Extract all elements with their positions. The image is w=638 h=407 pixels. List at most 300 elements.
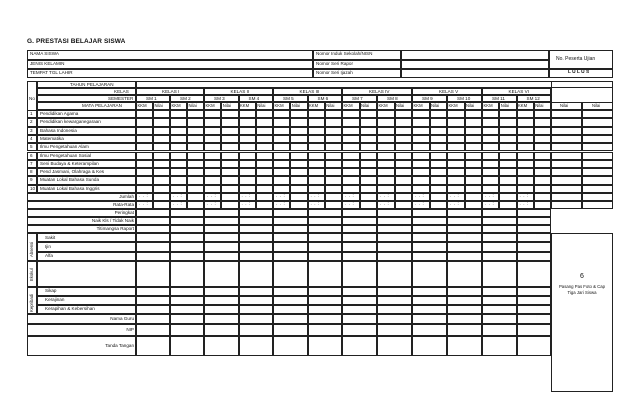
grade-cell[interactable]	[412, 110, 430, 118]
grade-cell[interactable]	[499, 176, 516, 184]
grade-cell[interactable]	[221, 160, 238, 168]
grade-cell[interactable]	[360, 110, 378, 118]
absensi-cell[interactable]	[239, 252, 274, 261]
grade-cell[interactable]	[395, 152, 413, 160]
grade-cell[interactable]	[482, 127, 499, 135]
kepribadian-cell[interactable]	[482, 296, 517, 305]
grade-cell[interactable]	[187, 135, 204, 143]
grade-cell[interactable]	[342, 118, 360, 126]
titimangsa-cell[interactable]	[170, 225, 204, 233]
lulus-grade-cell[interactable]	[551, 127, 582, 135]
grade-cell[interactable]	[412, 118, 430, 126]
grade-cell[interactable]	[377, 168, 395, 176]
nama-guru-cell[interactable]	[136, 314, 170, 324]
kepribadian-cell[interactable]	[308, 287, 343, 296]
grade-cell[interactable]	[534, 168, 551, 176]
rata_rata-lulus-cell[interactable]	[582, 201, 613, 209]
grade-cell[interactable]	[395, 185, 413, 193]
grade-cell[interactable]	[290, 152, 307, 160]
jumlah-cell[interactable]	[187, 193, 204, 201]
grade-cell[interactable]	[430, 176, 448, 184]
grade-cell[interactable]	[187, 110, 204, 118]
grade-cell[interactable]	[273, 135, 290, 143]
grade-cell[interactable]	[308, 135, 325, 143]
titimangsa-cell[interactable]	[412, 225, 447, 233]
nip-cell[interactable]	[273, 324, 308, 336]
kepribadian-cell[interactable]	[204, 296, 239, 305]
grade-cell[interactable]	[170, 143, 187, 151]
grade-cell[interactable]	[430, 168, 448, 176]
grade-cell[interactable]	[342, 160, 360, 168]
grade-cell[interactable]	[499, 127, 516, 135]
grade-cell[interactable]	[412, 160, 430, 168]
grade-cell[interactable]	[395, 160, 413, 168]
naik-kelas-cell[interactable]	[377, 217, 412, 225]
kepribadian-cell[interactable]	[342, 296, 377, 305]
grade-cell[interactable]	[517, 118, 534, 126]
grade-cell[interactable]	[499, 118, 516, 126]
grade-cell[interactable]	[221, 168, 238, 176]
kepribadian-cell[interactable]	[482, 305, 517, 314]
lulus-grade-cell[interactable]	[582, 160, 613, 168]
grade-cell[interactable]	[517, 110, 534, 118]
absensi-cell[interactable]	[412, 242, 447, 251]
naik-kelas-cell[interactable]	[308, 217, 343, 225]
grade-cell[interactable]	[273, 168, 290, 176]
grade-cell[interactable]	[377, 176, 395, 184]
nip-cell[interactable]	[136, 324, 170, 336]
absensi-cell[interactable]	[342, 242, 377, 251]
nip-cell[interactable]	[412, 324, 447, 336]
tanda-tangan-cell[interactable]	[273, 336, 308, 356]
grade-cell[interactable]	[377, 127, 395, 135]
kepribadian-cell[interactable]	[204, 287, 239, 296]
ekskul-cell[interactable]	[204, 261, 239, 287]
grade-cell[interactable]	[153, 176, 170, 184]
ekskul-cell[interactable]	[308, 261, 343, 287]
lulus-grade-cell[interactable]	[551, 135, 582, 143]
kepribadian-cell[interactable]	[273, 296, 308, 305]
absensi-cell[interactable]	[308, 242, 343, 251]
rata_rata-cell[interactable]	[187, 201, 204, 209]
grade-cell[interactable]	[482, 176, 499, 184]
grade-cell[interactable]	[342, 110, 360, 118]
kepribadian-cell[interactable]	[273, 305, 308, 314]
grade-cell[interactable]	[290, 185, 307, 193]
grade-cell[interactable]	[377, 160, 395, 168]
grade-cell[interactable]	[221, 127, 238, 135]
grade-cell[interactable]	[239, 185, 256, 193]
grade-cell[interactable]	[482, 110, 499, 118]
jumlah-cell[interactable]	[534, 193, 551, 201]
grade-cell[interactable]	[412, 185, 430, 193]
grade-cell[interactable]	[221, 110, 238, 118]
lulus-grade-cell[interactable]	[582, 176, 613, 184]
tahun-pelajaran-row[interactable]	[136, 81, 613, 88]
grade-cell[interactable]	[482, 152, 499, 160]
nip-cell[interactable]	[239, 324, 274, 336]
nama-guru-cell[interactable]	[342, 314, 377, 324]
kepribadian-cell[interactable]	[342, 287, 377, 296]
grade-cell[interactable]	[499, 143, 516, 151]
nama-guru-cell[interactable]	[377, 314, 412, 324]
absensi-cell[interactable]	[170, 233, 204, 242]
naik-kelas-cell[interactable]	[170, 217, 204, 225]
grade-cell[interactable]	[239, 110, 256, 118]
grade-cell[interactable]	[482, 118, 499, 126]
grade-cell[interactable]	[482, 185, 499, 193]
kepribadian-cell[interactable]	[342, 305, 377, 314]
kepribadian-cell[interactable]	[517, 287, 552, 296]
grade-cell[interactable]	[256, 176, 273, 184]
absensi-cell[interactable]	[482, 233, 517, 242]
grade-cell[interactable]	[342, 168, 360, 176]
titimangsa-cell[interactable]	[204, 225, 239, 233]
grade-cell[interactable]	[430, 118, 448, 126]
kepribadian-cell[interactable]	[377, 287, 412, 296]
absensi-cell[interactable]	[170, 252, 204, 261]
grade-cell[interactable]	[430, 110, 448, 118]
grade-cell[interactable]	[239, 143, 256, 151]
grade-cell[interactable]	[342, 127, 360, 135]
kepribadian-cell[interactable]	[239, 287, 274, 296]
grade-cell[interactable]	[153, 152, 170, 160]
grade-cell[interactable]	[273, 185, 290, 193]
rata_rata-lulus-cell[interactable]	[551, 201, 582, 209]
tanda-tangan-cell[interactable]	[377, 336, 412, 356]
grade-cell[interactable]	[290, 143, 307, 151]
grade-cell[interactable]	[360, 143, 378, 151]
jumlah-cell[interactable]	[290, 193, 307, 201]
grade-cell[interactable]	[273, 176, 290, 184]
absensi-cell[interactable]	[482, 252, 517, 261]
grade-cell[interactable]	[517, 185, 534, 193]
lulus-grade-cell[interactable]	[582, 152, 613, 160]
grade-cell[interactable]	[239, 176, 256, 184]
naik-kelas-cell[interactable]	[239, 217, 274, 225]
peringkat-cell[interactable]	[204, 209, 239, 217]
grade-cell[interactable]	[221, 118, 238, 126]
grade-cell[interactable]	[447, 185, 465, 193]
rata_rata-cell[interactable]	[395, 201, 413, 209]
grade-cell[interactable]	[465, 135, 483, 143]
grade-cell[interactable]	[221, 176, 238, 184]
grade-cell[interactable]	[465, 143, 483, 151]
grade-cell[interactable]	[308, 185, 325, 193]
lulus-grade-cell[interactable]	[582, 118, 613, 126]
titimangsa-cell[interactable]	[482, 225, 517, 233]
grade-cell[interactable]	[465, 168, 483, 176]
ekskul-cell[interactable]	[447, 261, 482, 287]
grade-cell[interactable]	[170, 168, 187, 176]
grade-cell[interactable]	[239, 152, 256, 160]
ekskul-cell[interactable]	[136, 261, 170, 287]
naik-kelas-cell[interactable]	[482, 217, 517, 225]
rata_rata-cell[interactable]	[430, 201, 448, 209]
grade-cell[interactable]	[465, 118, 483, 126]
grade-cell[interactable]	[204, 176, 221, 184]
nip-cell[interactable]	[170, 324, 204, 336]
grade-cell[interactable]	[412, 168, 430, 176]
naik-kelas-cell[interactable]	[342, 217, 377, 225]
grade-cell[interactable]	[517, 127, 534, 135]
grade-cell[interactable]	[256, 143, 273, 151]
naik-kelas-cell[interactable]	[412, 217, 447, 225]
grade-cell[interactable]	[517, 176, 534, 184]
rata_rata-cell[interactable]	[499, 201, 516, 209]
grade-cell[interactable]	[534, 152, 551, 160]
grade-cell[interactable]	[447, 176, 465, 184]
grade-cell[interactable]	[136, 127, 153, 135]
nip-cell[interactable]	[308, 324, 343, 336]
grade-cell[interactable]	[170, 110, 187, 118]
ekskul-cell[interactable]	[377, 261, 412, 287]
grade-cell[interactable]	[221, 135, 238, 143]
kepribadian-cell[interactable]	[447, 296, 482, 305]
grade-cell[interactable]	[447, 110, 465, 118]
kepribadian-cell[interactable]	[377, 296, 412, 305]
grade-cell[interactable]	[273, 127, 290, 135]
lulus-grade-cell[interactable]	[582, 127, 613, 135]
absensi-cell[interactable]	[517, 242, 552, 251]
lulus-grade-cell[interactable]	[551, 118, 582, 126]
grade-cell[interactable]	[187, 127, 204, 135]
grade-cell[interactable]	[482, 143, 499, 151]
grade-cell[interactable]	[412, 152, 430, 160]
grade-cell[interactable]	[534, 118, 551, 126]
grade-cell[interactable]	[360, 135, 378, 143]
grade-cell[interactable]	[395, 127, 413, 135]
grade-cell[interactable]	[499, 110, 516, 118]
seri-ijazah-field[interactable]	[401, 69, 549, 78]
grade-cell[interactable]	[517, 135, 534, 143]
grade-cell[interactable]	[239, 127, 256, 135]
grade-cell[interactable]	[395, 143, 413, 151]
grade-cell[interactable]	[187, 143, 204, 151]
nip-cell[interactable]	[204, 324, 239, 336]
absensi-cell[interactable]	[342, 233, 377, 242]
grade-cell[interactable]	[377, 118, 395, 126]
jumlah-cell[interactable]	[153, 193, 170, 201]
naik-kelas-cell[interactable]	[517, 217, 552, 225]
grade-cell[interactable]	[465, 160, 483, 168]
grade-cell[interactable]	[204, 118, 221, 126]
nisn-field[interactable]	[401, 50, 549, 60]
grade-cell[interactable]	[325, 185, 342, 193]
grade-cell[interactable]	[187, 176, 204, 184]
titimangsa-cell[interactable]	[136, 225, 170, 233]
absensi-cell[interactable]	[273, 252, 308, 261]
titimangsa-cell[interactable]	[377, 225, 412, 233]
tanda-tangan-cell[interactable]	[239, 336, 274, 356]
grade-cell[interactable]	[308, 118, 325, 126]
grade-cell[interactable]	[430, 127, 448, 135]
ekskul-cell[interactable]	[517, 261, 552, 287]
grade-cell[interactable]	[153, 185, 170, 193]
grade-cell[interactable]	[325, 118, 342, 126]
absensi-cell[interactable]	[136, 233, 170, 242]
peringkat-cell[interactable]	[308, 209, 343, 217]
grade-cell[interactable]	[517, 152, 534, 160]
grade-cell[interactable]	[153, 168, 170, 176]
lulus-grade-cell[interactable]	[551, 176, 582, 184]
tanda-tangan-cell[interactable]	[447, 336, 482, 356]
peringkat-cell[interactable]	[412, 209, 447, 217]
nama-guru-cell[interactable]	[482, 314, 517, 324]
grade-cell[interactable]	[482, 135, 499, 143]
grade-cell[interactable]	[465, 110, 483, 118]
grade-cell[interactable]	[187, 185, 204, 193]
lulus-grade-cell[interactable]	[551, 110, 582, 118]
grade-cell[interactable]	[430, 160, 448, 168]
titimangsa-cell[interactable]	[447, 225, 482, 233]
lulus-grade-cell[interactable]	[582, 185, 613, 193]
lulus-grade-cell[interactable]	[582, 168, 613, 176]
grade-cell[interactable]	[517, 160, 534, 168]
peringkat-cell[interactable]	[239, 209, 274, 217]
grade-cell[interactable]	[342, 176, 360, 184]
grade-cell[interactable]	[342, 135, 360, 143]
nip-cell[interactable]	[482, 324, 517, 336]
peringkat-cell[interactable]	[377, 209, 412, 217]
grade-cell[interactable]	[447, 127, 465, 135]
grade-cell[interactable]	[136, 185, 153, 193]
grade-cell[interactable]	[447, 135, 465, 143]
lulus-grade-cell[interactable]	[551, 143, 582, 151]
tanda-tangan-cell[interactable]	[517, 336, 552, 356]
lulus-grade-cell[interactable]	[582, 110, 613, 118]
grade-cell[interactable]	[325, 135, 342, 143]
grade-cell[interactable]	[430, 152, 448, 160]
rata_rata-cell[interactable]	[325, 201, 342, 209]
grade-cell[interactable]	[325, 110, 342, 118]
jumlah-cell[interactable]	[430, 193, 448, 201]
grade-cell[interactable]	[170, 127, 187, 135]
absensi-cell[interactable]	[204, 252, 239, 261]
grade-cell[interactable]	[170, 118, 187, 126]
nama-guru-cell[interactable]	[308, 314, 343, 324]
grade-cell[interactable]	[308, 176, 325, 184]
grade-cell[interactable]	[377, 110, 395, 118]
grade-cell[interactable]	[325, 176, 342, 184]
nip-cell[interactable]	[342, 324, 377, 336]
tanda-tangan-cell[interactable]	[412, 336, 447, 356]
grade-cell[interactable]	[290, 135, 307, 143]
grade-cell[interactable]	[256, 127, 273, 135]
absensi-cell[interactable]	[204, 233, 239, 242]
absensi-cell[interactable]	[377, 252, 412, 261]
grade-cell[interactable]	[239, 135, 256, 143]
grade-cell[interactable]	[136, 152, 153, 160]
kepribadian-cell[interactable]	[308, 296, 343, 305]
grade-cell[interactable]	[204, 168, 221, 176]
rata_rata-cell[interactable]	[360, 201, 378, 209]
grade-cell[interactable]	[447, 118, 465, 126]
jumlah-cell[interactable]	[221, 193, 238, 201]
grade-cell[interactable]	[482, 160, 499, 168]
grade-cell[interactable]	[395, 176, 413, 184]
grade-cell[interactable]	[325, 143, 342, 151]
grade-cell[interactable]	[499, 135, 516, 143]
lulus-grade-cell[interactable]	[582, 135, 613, 143]
grade-cell[interactable]	[273, 143, 290, 151]
grade-cell[interactable]	[273, 160, 290, 168]
lulus-grade-cell[interactable]	[582, 143, 613, 151]
grade-cell[interactable]	[256, 118, 273, 126]
grade-cell[interactable]	[170, 185, 187, 193]
titimangsa-cell[interactable]	[273, 225, 308, 233]
naik-kelas-cell[interactable]	[447, 217, 482, 225]
grade-cell[interactable]	[325, 152, 342, 160]
grade-cell[interactable]	[395, 135, 413, 143]
grade-cell[interactable]	[290, 110, 307, 118]
grade-cell[interactable]	[239, 168, 256, 176]
grade-cell[interactable]	[273, 110, 290, 118]
jumlah-cell[interactable]	[499, 193, 516, 201]
grade-cell[interactable]	[153, 160, 170, 168]
grade-cell[interactable]	[395, 168, 413, 176]
grade-cell[interactable]	[499, 168, 516, 176]
nip-cell[interactable]	[447, 324, 482, 336]
jumlah-lulus-cell[interactable]	[551, 193, 582, 201]
grade-cell[interactable]	[221, 143, 238, 151]
grade-cell[interactable]	[290, 176, 307, 184]
absensi-cell[interactable]	[447, 233, 482, 242]
absensi-cell[interactable]	[136, 242, 170, 251]
lulus-grade-cell[interactable]	[551, 160, 582, 168]
grade-cell[interactable]	[153, 127, 170, 135]
grade-cell[interactable]	[377, 152, 395, 160]
grade-cell[interactable]	[430, 135, 448, 143]
nama-guru-cell[interactable]	[447, 314, 482, 324]
absensi-cell[interactable]	[447, 242, 482, 251]
tanda-tangan-cell[interactable]	[482, 336, 517, 356]
grade-cell[interactable]	[308, 152, 325, 160]
nama-guru-cell[interactable]	[170, 314, 204, 324]
kepribadian-cell[interactable]	[239, 305, 274, 314]
grade-cell[interactable]	[499, 152, 516, 160]
titimangsa-cell[interactable]	[342, 225, 377, 233]
grade-cell[interactable]	[256, 168, 273, 176]
grade-cell[interactable]	[204, 110, 221, 118]
titimangsa-cell[interactable]	[308, 225, 343, 233]
grade-cell[interactable]	[377, 185, 395, 193]
grade-cell[interactable]	[204, 152, 221, 160]
grade-cell[interactable]	[325, 127, 342, 135]
tanda-tangan-cell[interactable]	[308, 336, 343, 356]
grade-cell[interactable]	[136, 135, 153, 143]
grade-cell[interactable]	[187, 152, 204, 160]
absensi-cell[interactable]	[482, 242, 517, 251]
peringkat-cell[interactable]	[273, 209, 308, 217]
ekskul-cell[interactable]	[239, 261, 274, 287]
rata_rata-cell[interactable]	[465, 201, 483, 209]
grade-cell[interactable]	[447, 160, 465, 168]
absensi-cell[interactable]	[136, 252, 170, 261]
titimangsa-cell[interactable]	[239, 225, 274, 233]
grade-cell[interactable]	[153, 135, 170, 143]
grade-cell[interactable]	[482, 168, 499, 176]
grade-cell[interactable]	[204, 185, 221, 193]
absensi-cell[interactable]	[204, 242, 239, 251]
kepribadian-cell[interactable]	[170, 305, 204, 314]
peringkat-cell[interactable]	[136, 209, 170, 217]
jenis-kelamin-field[interactable]	[27, 60, 313, 69]
kepribadian-cell[interactable]	[136, 287, 170, 296]
nama-guru-cell[interactable]	[273, 314, 308, 324]
kepribadian-cell[interactable]	[273, 287, 308, 296]
absensi-cell[interactable]	[273, 233, 308, 242]
